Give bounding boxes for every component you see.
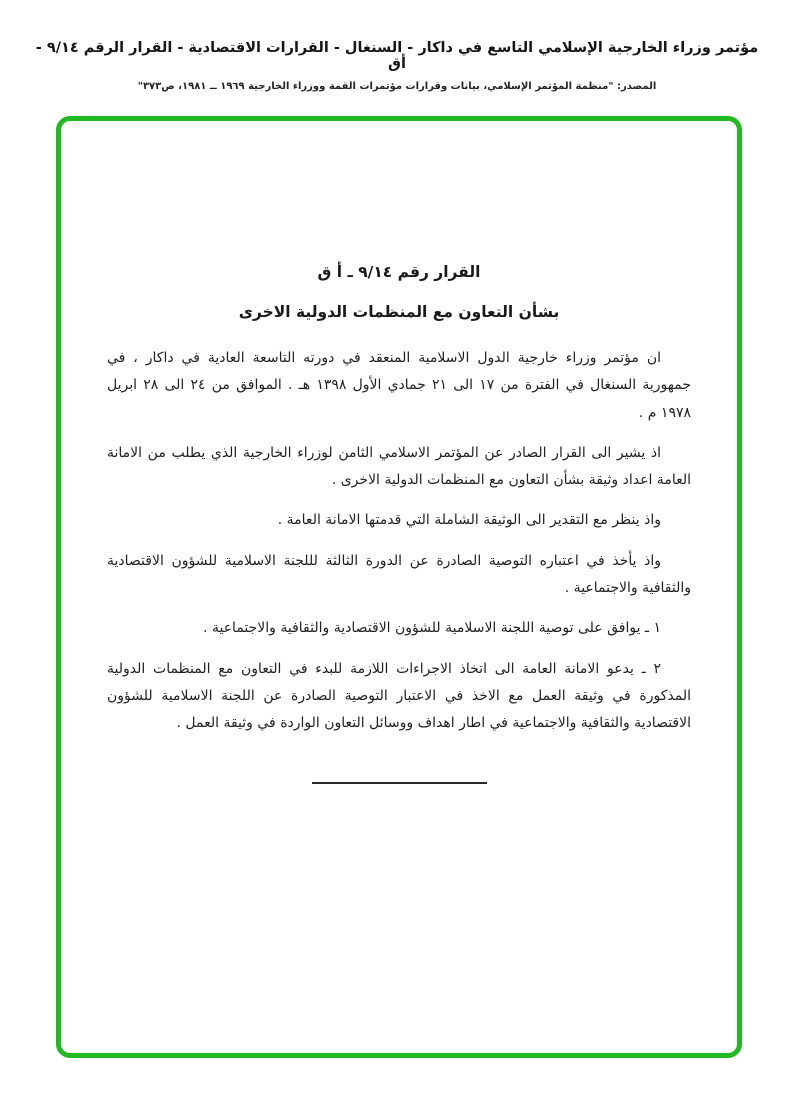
paragraph-recalling: اذ يشير الى القرار الصادر عن المؤتمر الاسلامي الثامن لوزراء الخارجية الذي يطلب من الامانة العامة اعداد وثيقة بشأن التعاون مع المنظمات الدولية الاخرى . [107, 444, 691, 489]
operative-item-1: ١ ـ يوافق على توصية اللجنة الاسلامية للشؤون الاقتصادية والثقافية والاجتماعية . [203, 620, 661, 637]
operative-item-2: ٢ ـ يدعو الامانة العامة الى اتخاذ الاجراءات اللازمة للبدء في التعاون مع المنظمات الدولية المذكورة في وثيقة العمل مع الاخذ في الاعتبار التوصية الصادرة عن اللجنة الاسلامية للشؤون الاقتصادية والثقافية والاجتماعية في اطار اهداف ووسائل التعاون الواردة في وثيقة العمل . [107, 660, 691, 732]
document-header [0, 40, 794, 92]
resolution-subtitle: بشأن التعاون مع المنظمات الدولية الاخرى [238, 303, 560, 321]
resolution-title: القرار رقم ٩/١٤ ـ أ ق [317, 263, 481, 281]
paragraph-considering: واذ يأخذ في اعتباره التوصية الصادرة عن الدورة الثالثة لللجنة الاسلامية للشؤون الاقتصادية والثقافية والاجتماعية . [107, 552, 691, 597]
header-source: المصدر: "منظمة المؤتمر الإسلامي، بيانات وقرارات مؤتمرات القمة ووزراء الخارجية ١٩٦٩ ــ ١٩٨١، ص٣٧٣" [137, 81, 657, 92]
paragraph-preamble: ان مؤتمر وزراء خارجية الدول الاسلامية المنعقد في دورته التاسعة العادية في داكار ، في جمهورية السنغال في الفترة من ١٧ الى ٢١ جمادي الأول ١٣٩٨ هـ . الموافق من ٢٤ الى ٢٨ ابريل ١٩٧٨ م . [107, 350, 691, 421]
paragraph-appreciation: واذ ينظر مع التقدير الى الوثيقة الشاملة التي قدمتها الامانة العامة . [277, 512, 661, 529]
highlight-frame [56, 116, 742, 1058]
document-body [61, 121, 737, 784]
divider [312, 782, 487, 784]
header-title: مؤتمر وزراء الخارجية الإسلامي التاسع في داكار - السنغال - القرارات الاقتصادية - القرار الرقم ٩/١٤ - أق [35, 40, 759, 72]
